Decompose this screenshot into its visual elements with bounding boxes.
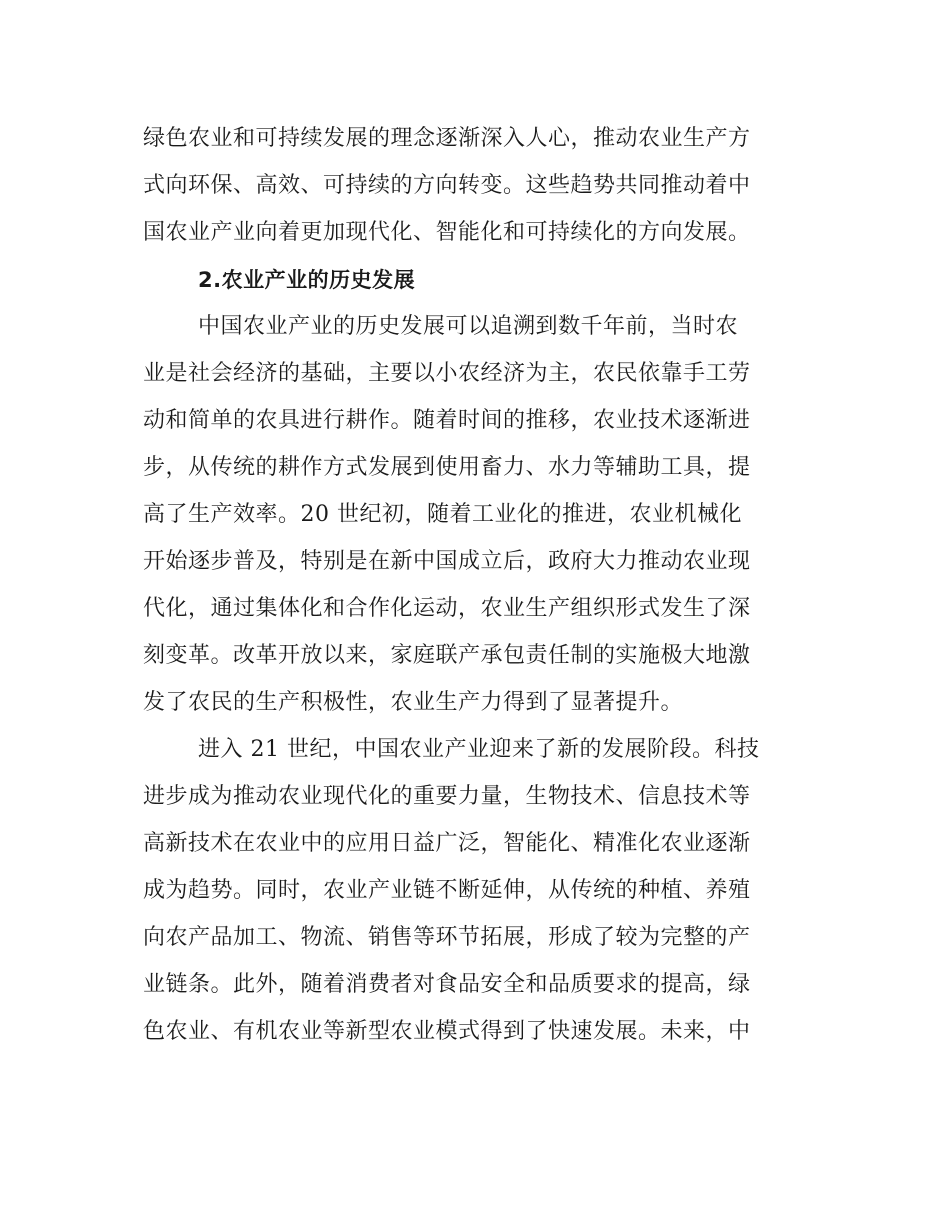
- text-line: 发了农民的生产积极性，农业生产力得到了显著提升。: [143, 690, 684, 715]
- text-line: 动和简单的农具进行耕作。随着时间的推移，农业技术逐渐进: [143, 408, 751, 433]
- text-line: 进入 21 世纪，中国农业产业迎来了新的发展阶段。科技: [198, 737, 760, 762]
- text-line: 业是社会经济的基础，主要以小农经济为主，农民依靠手工劳: [143, 361, 751, 386]
- text-line: 中国农业产业的历史发展可以追溯到数千年前，当时农: [198, 314, 739, 339]
- section-heading: 2.农业产业的历史发展: [198, 268, 416, 292]
- text-line: 国农业产业向着更加现代化、智能化和可持续化的方向发展。: [143, 220, 751, 245]
- text-line: 开始逐步普及，特别是在新中国成立后，政府大力推动农业现: [143, 549, 751, 574]
- text-line: 成为趋势。同时，农业产业链不断延伸，从传统的种植、养殖: [143, 878, 751, 903]
- text-line: 进步成为推动农业现代化的重要力量，生物技术、信息技术等: [143, 784, 751, 809]
- text-line: 高了生产效率。20 世纪初，随着工业化的推进，农业机械化: [143, 502, 742, 527]
- text-line: 步，从传统的耕作方式发展到使用畜力、水力等辅助工具，提: [143, 455, 751, 480]
- text-line: 代化，通过集体化和合作化运动，农业生产组织形式发生了深: [143, 596, 751, 621]
- text-line: 色农业、有机农业等新型农业模式得到了快速发展。未来，中: [143, 1019, 751, 1044]
- text-line: 刻变革。改革开放以来，家庭联产承包责任制的实施极大地激: [143, 643, 751, 668]
- text-line: 高新技术在农业中的应用日益广泛，智能化、精准化农业逐渐: [143, 831, 751, 856]
- text-line: 业链条。此外，随着消费者对食品安全和品质要求的提高，绿: [143, 972, 751, 997]
- text-line: 绿色农业和可持续发展的理念逐渐深入人心，推动农业生产方: [143, 126, 751, 151]
- text-line: 向农产品加工、物流、销售等环节拓展，形成了较为完整的产: [143, 925, 751, 950]
- text-line: 式向环保、高效、可持续的方向转变。这些趋势共同推动着中: [143, 173, 751, 198]
